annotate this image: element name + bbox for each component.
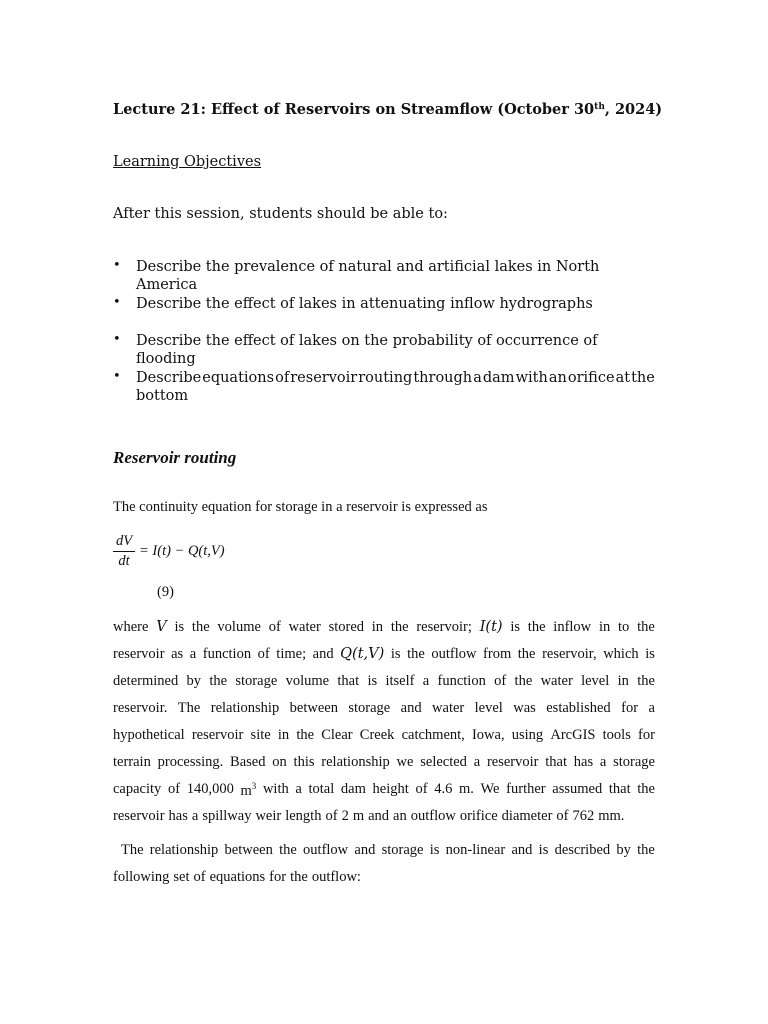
word: and: [400, 700, 422, 716]
word: and: [511, 842, 533, 858]
word: as: [171, 646, 184, 662]
word: reservoir.: [113, 700, 168, 716]
word: in: [617, 673, 629, 689]
word: terrain: [113, 754, 151, 770]
paragraph-line: [113, 808, 655, 825]
bullet-text-line: [136, 369, 655, 387]
word: orifice: [459, 808, 498, 824]
word: weir: [255, 808, 282, 824]
word: Q(t,V): [340, 646, 385, 662]
word: the: [637, 673, 655, 689]
word: 2: [341, 808, 349, 824]
word: relationship: [321, 754, 390, 770]
word: capacity: [113, 781, 162, 797]
word: outflow: [303, 842, 349, 858]
word: itself: [385, 673, 415, 689]
word: the: [527, 619, 546, 635]
word: level: [474, 700, 503, 716]
word: is: [645, 646, 655, 662]
bullet-text: Describe the effect of lakes in attenuating inflow hydrographs: [136, 296, 593, 312]
word: assumed: [552, 781, 603, 797]
word: orifice: [567, 370, 615, 386]
paragraph-line: [113, 673, 655, 690]
word: Iowa,: [471, 727, 505, 743]
word: a: [648, 700, 655, 716]
word: tools: [602, 727, 631, 743]
word: water: [540, 673, 573, 689]
equation-number: (9): [157, 584, 174, 600]
word: of: [193, 869, 206, 885]
word: reservoir: [191, 727, 244, 743]
word: described: [554, 842, 611, 858]
word: of: [275, 370, 290, 386]
word: reservoir;: [416, 619, 472, 635]
word: stored: [328, 619, 364, 635]
word: storage: [235, 673, 278, 689]
word: level: [581, 673, 610, 689]
word: that: [608, 781, 631, 797]
word: for: [269, 869, 287, 885]
word: mm.: [598, 808, 625, 824]
word: the: [390, 619, 409, 635]
word: ArcGIS: [550, 727, 596, 743]
word: by: [616, 842, 631, 858]
word: of: [556, 808, 569, 824]
word: of: [167, 781, 181, 797]
bullet-icon: •: [113, 369, 121, 384]
word: of: [415, 781, 428, 797]
word: for: [638, 727, 655, 743]
word: the: [514, 673, 533, 689]
continuity-text: The continuity equation for storage in a reservoir is expressed as: [113, 499, 488, 515]
bullet-text-line: bottom: [136, 388, 189, 404]
word: has: [168, 808, 188, 824]
word: 762: [572, 808, 595, 824]
equation-rhs: = I(t) − Q(t,V): [139, 543, 225, 559]
word: 4.6: [434, 781, 453, 797]
word: reservoir: [290, 370, 358, 386]
word: dam: [482, 370, 515, 386]
word: set: [173, 869, 190, 885]
word: outflow:: [311, 869, 361, 885]
word: where: [113, 619, 149, 635]
word: of: [268, 619, 281, 635]
word: a: [422, 673, 430, 689]
word: a: [191, 808, 199, 824]
word: 140,000: [186, 781, 234, 797]
word: total: [308, 781, 335, 797]
word: hypothetical: [113, 727, 185, 743]
paragraph-line: [113, 869, 655, 886]
section-heading: Reservoir routing: [113, 448, 237, 467]
equation-numerator: dV: [115, 533, 133, 549]
paragraph-line: [113, 700, 655, 717]
paragraph-line: [113, 646, 655, 663]
paragraph-line: [113, 781, 655, 800]
word: The: [177, 700, 201, 716]
word: on: [272, 754, 287, 770]
word: storage: [348, 700, 391, 716]
word: a: [189, 646, 197, 662]
word: at: [615, 370, 631, 386]
word: Describe: [136, 370, 202, 386]
word: in: [371, 619, 384, 635]
word: reservoir: [486, 754, 539, 770]
bullet-text: Describe the prevalence of natural and artificial lakes in North America: [136, 259, 600, 293]
word: of: [325, 808, 338, 824]
word: length: [285, 808, 322, 824]
bullet-icon: •: [113, 295, 121, 310]
word: has: [573, 754, 594, 770]
word: between: [289, 700, 338, 716]
word: that: [545, 754, 567, 770]
word: the: [637, 781, 655, 797]
intro-text: After this session, students should be able to:: [113, 206, 448, 222]
word: Based: [230, 754, 266, 770]
word: of: [257, 646, 270, 662]
word: with: [515, 370, 548, 386]
word: a: [599, 754, 607, 770]
word: storage: [381, 842, 424, 858]
word: reservoir: [113, 808, 165, 824]
word: an: [393, 808, 407, 824]
word: from: [483, 646, 512, 662]
word: is: [390, 646, 401, 662]
word: the: [191, 619, 210, 635]
equation-fraction: [113, 533, 135, 570]
word: was: [513, 700, 536, 716]
word: site: [250, 727, 271, 743]
word: $m^3$: [240, 781, 257, 799]
bullet-text: Describe the effect of lakes on the probability of occurrence of flooding: [136, 333, 598, 367]
word: volume: [285, 673, 330, 689]
word: and: [354, 842, 376, 858]
word: spillway: [202, 808, 252, 824]
paragraph-line: [121, 842, 655, 859]
word: with: [262, 781, 289, 797]
word: the: [631, 370, 655, 386]
word: established: [546, 700, 611, 716]
word: relationship: [210, 700, 280, 716]
word: Creek: [359, 727, 395, 743]
word: volume: [217, 619, 261, 635]
word: the: [209, 673, 228, 689]
word: is: [174, 619, 185, 635]
word: is: [367, 673, 378, 689]
word: a: [295, 781, 302, 797]
word: following: [113, 869, 170, 885]
word: outflow: [410, 808, 456, 824]
word: using: [511, 727, 544, 743]
learning-objectives-heading: Learning Objectives: [113, 154, 262, 170]
word: the: [637, 842, 655, 858]
word: we: [396, 754, 414, 770]
word: selected: [420, 754, 467, 770]
word: We: [480, 781, 500, 797]
word: time;: [276, 646, 307, 662]
word: storage: [613, 754, 655, 770]
word: dam: [340, 781, 366, 797]
word: determined: [113, 673, 179, 689]
word: processing.: [157, 754, 224, 770]
word: routing: [358, 370, 413, 386]
word: the: [407, 646, 425, 662]
word: which: [603, 646, 639, 662]
word: the: [296, 727, 315, 743]
word: a: [473, 754, 481, 770]
word: for: [621, 700, 639, 716]
word: m.: [458, 781, 474, 797]
word: to: [618, 619, 630, 635]
word: catchment,: [401, 727, 465, 743]
word: is: [510, 619, 521, 635]
word: the: [279, 842, 297, 858]
word: in: [598, 619, 611, 635]
word: inflow: [553, 619, 592, 635]
word: equations: [209, 869, 266, 885]
word: reservoir,: [542, 646, 597, 662]
word: the: [637, 619, 655, 635]
word: a: [473, 370, 482, 386]
equation-denominator: dt: [118, 553, 130, 569]
word: m: [352, 808, 365, 824]
word: outflow: [431, 646, 477, 662]
word: non-linear: [445, 842, 506, 858]
bullet-icon: •: [113, 332, 121, 347]
word: V: [156, 619, 167, 635]
word: that: [337, 673, 360, 689]
word: The: [121, 842, 144, 858]
word: this: [293, 754, 315, 770]
bullet-text: [136, 369, 655, 405]
word: through: [413, 370, 473, 386]
word: diameter: [501, 808, 553, 824]
word: of: [494, 673, 507, 689]
word: I(t): [479, 619, 503, 635]
paragraph-line: [113, 754, 655, 771]
word: and: [368, 808, 390, 824]
word: Clear: [321, 727, 353, 743]
word: reservoir: [113, 646, 165, 662]
word: function: [202, 646, 252, 662]
word: function: [437, 673, 486, 689]
paragraph-line: [113, 727, 655, 744]
paragraph-line: [113, 619, 655, 636]
word: water: [432, 700, 465, 716]
word: and: [312, 646, 334, 662]
word: water: [288, 619, 321, 635]
word: relationship: [149, 842, 219, 858]
word: an: [548, 370, 567, 386]
lecture-title: Lecture 21: Effect of Reservoirs on Streamflow (October 30th, 2024): [113, 101, 663, 118]
word: further: [506, 781, 546, 797]
word: in: [277, 727, 290, 743]
word: the: [517, 646, 536, 662]
bullet-icon: •: [113, 258, 121, 273]
word: equations: [202, 370, 275, 386]
word: the: [290, 869, 308, 885]
word: height: [372, 781, 409, 797]
word: is: [538, 842, 549, 858]
word: by: [186, 673, 202, 689]
word: is: [429, 842, 440, 858]
word: between: [224, 842, 273, 858]
